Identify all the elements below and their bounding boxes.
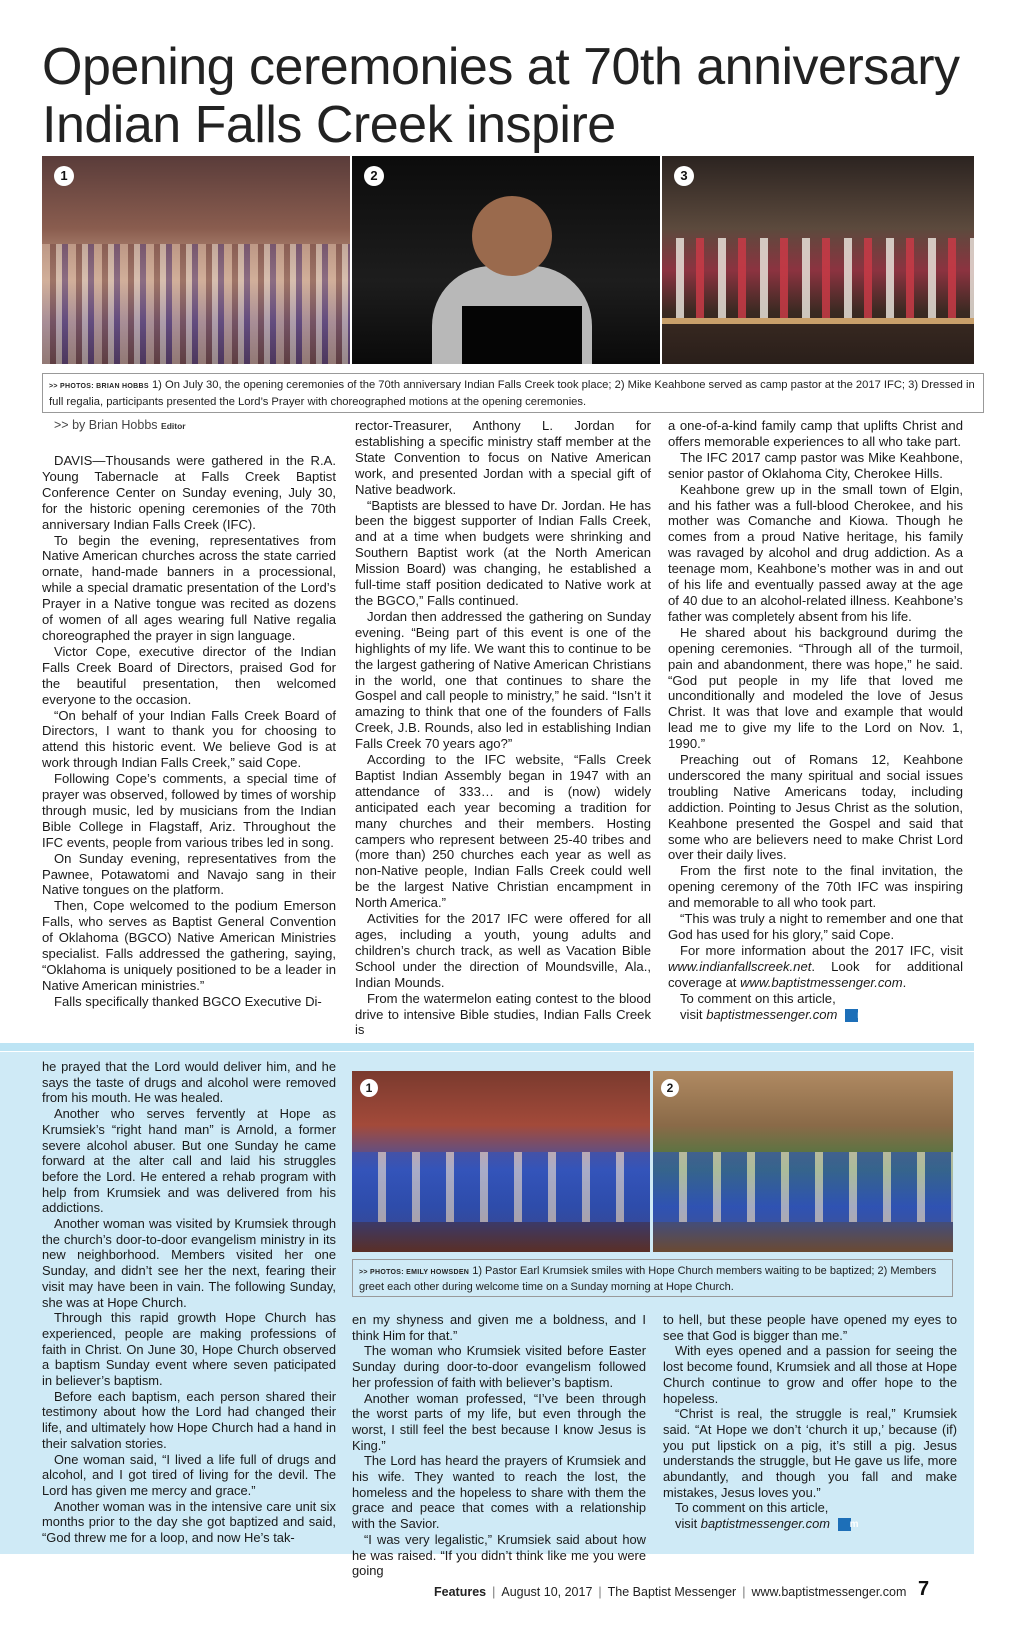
- photo-number-badge: 1: [360, 1079, 378, 1097]
- section-divider: [0, 1043, 974, 1051]
- podium-graphic: [462, 306, 582, 364]
- stage-graphic: [662, 318, 974, 324]
- article-column-2: [355, 418, 651, 1038]
- paragraph: Before each baptism, each person shared their testimony about how the Lord had changed their life, and ultimately how Hope Church had a hand in their salvation stories.: [42, 1388, 336, 1451]
- paragraph: “On behalf of your Indian Falls Creek Board of Directors, I want to thank you for choosing to attend this historic event. We believe God is at work through Indian Falls Creek,” said Cope.: [42, 707, 336, 771]
- headline: [42, 38, 982, 154]
- photo-members-greeting: [653, 1071, 953, 1252]
- byline: [54, 418, 186, 432]
- paragraph: To begin the evening, representatives from Native American churches across the state carried ornate, hand-made banners in a processional, while a special dramatic presentation of the Lord’s Prayer in a Native tongue was recited as dozens of women of all ages wearing full Native regalia choreographed the prayer in sign language.: [42, 532, 336, 643]
- paragraph: Another woman professed, “I’ve been through the worst parts of my life, but even through the worst, I still feel the best because I know Jesus is King.”: [352, 1390, 646, 1453]
- paragraph: he prayed that the Lord would deliver him, and he says the taste of drugs and alcohol were removed from his mouth. He was healed.: [42, 1059, 336, 1106]
- lower-column-1: [42, 1059, 336, 1546]
- article-column-1: [42, 453, 336, 1010]
- members-graphic: [352, 1152, 650, 1222]
- paragraph: a one-of-a-kind family camp that uplifts Christ and offers memorable experiences to all who take part.: [668, 418, 963, 449]
- footer-separator: |: [492, 1585, 496, 1599]
- paragraph: Another woman was in the intensive care unit six months prior to the day she got baptized and said, “God threw me for a loop, and now He’s tak-: [42, 1498, 336, 1546]
- photo-credit: >> PHOTOS: BRIAN HOBBS: [49, 383, 149, 390]
- paragraph: Then, Cope welcomed to the podium Emerson Falls, who serves as Baptist General Convention of Oklahoma (BGCO) Native American Ministries specialist. Falls addressed the gathering, saying, “Oklahoma is uniquely positioned to be a leader in Native American ministries.”: [42, 898, 336, 993]
- more-info-paragraph: [668, 943, 963, 991]
- paragraph: “I was very legalistic,” Krumsiek said about how he was raised. “If you didn’t think like me you were going: [352, 1531, 646, 1579]
- crowd-graphic: [42, 244, 350, 364]
- photo-crowd: [42, 156, 350, 364]
- paragraph: Jordan then addressed the gathering on Sunday evening. “Being part of this event is one of the highlights of my life. We want this to continue to be the largest gathering of Native American Christians in the world, one that continues to share the Gospel and call people to ministry,” he said. “Isn’t it amazing to think that one of the founders of Falls Creek, J.B. Rounds, also led in establishing Indian Falls Creek 70 years ago?”: [355, 608, 651, 752]
- comment-visit-label: visit: [680, 1006, 703, 1022]
- paragraph: Falls specifically thanked BGCO Executive Di-: [54, 993, 322, 1009]
- comment-visit-line: [668, 1007, 963, 1023]
- comment-site-link[interactable]: baptistmessenger.com: [700, 1516, 830, 1532]
- paragraph: From the first note to the final invitation, the opening ceremony of the 70th IFC was inspiring and memorable to all who took part.: [668, 863, 963, 911]
- paragraph: The IFC 2017 camp pastor was Mike Keahbone, senior pastor of Oklahoma City, Cherokee Hills.: [668, 449, 963, 481]
- paragraph: On Sunday evening, representatives from the Pawnee, Potawatomi and Navajo sang in their Native tongues on the platform.: [42, 850, 336, 898]
- paragraph: rector-Treasurer, Anthony L. Jordan for establishing a specific ministry staff member at the State Convention to focus on Native American work, and presented Jordan with a special gift of Native beadwork.: [355, 418, 651, 497]
- paragraph: Keahbone grew up in the small town of Elgin, and his father was a full-blood Cherokee, and his mother was Comanche and Kiowa. Though he comes from a proud Native heritage, his family was ravaged by alcohol and drug addiction. As a teenage mom, Keahbone’s mother was in and out of his life and eventually passed away at the age of 40 due to an alcohol-related illness. Keahbone’s father was completely absent from his life.: [668, 481, 963, 624]
- paragraph: to hell, but these people have opened my eyes to see that God is bigger than me.”: [663, 1312, 957, 1343]
- page-footer: [434, 1585, 906, 1599]
- paragraph: The woman who Krumsiek visited before Easter Sunday during door-to-door evangelism followed her profession of faith with believer’s baptism.: [352, 1343, 646, 1390]
- photo-baptism-group: [352, 1071, 650, 1252]
- paragraph: From the watermelon eating contest to the blood drive to intensive Bible studies, Indian Falls Creek is: [355, 990, 651, 1038]
- photo-stage: [662, 156, 974, 364]
- paragraph: en my shyness and given me a boldness, and I think Him for that.”: [352, 1312, 646, 1343]
- footer-publication: The Baptist Messenger: [607, 1585, 737, 1599]
- footer-separator: |: [598, 1585, 602, 1599]
- page-number: 7: [918, 1578, 930, 1600]
- messenger-logo-icon: m: [845, 1009, 858, 1022]
- comment-visit-line: [663, 1516, 957, 1532]
- paragraph: “Baptists are blessed to have Dr. Jordan. He has been the biggest supporter of Indian Falls Creek, and at a time when budgets were shrinking and Southern Baptist work (at the North American Mission Board) was changing, he established a full-time staff position dedicated to Native work at the BGCO,” Falls continued.: [355, 497, 651, 608]
- headline-line-2: Indian Falls Creek inspire: [42, 96, 616, 154]
- byline-role: Editor: [161, 421, 186, 431]
- speaker-head-graphic: [472, 196, 552, 276]
- performers-graphic: [662, 238, 974, 318]
- photo-number-badge: 3: [674, 166, 694, 186]
- paragraph: Through this rapid growth Hope Church has experienced, people are making professions of faith in Christ. On June 30, Hope Church observed a baptism Sunday event where seven paticipated in believer’s baptism.: [42, 1310, 336, 1389]
- paragraph: The Lord has heard the prayers of Krumsiek and his wife. They wanted to reach the lost, the homeless and the hopeless to share with them the grace and peace that comes with a relationship with the Savior.: [352, 1453, 646, 1532]
- paragraph: Another woman was visited by Krumsiek through the church’s door-to-door evangelism ministry in its new neighborhood. Members visited her one Sunday, and didn’t see her the next, fearing their visit may have been in vain. The following Sunday, she was at Hope Church.: [42, 1216, 336, 1310]
- paragraph: DAVIS—Thousands were gathered in the R.A. Young Tabernacle at Falls Creek Baptist Conference Center on Sunday evening, July 30, for the historic opening ceremonies of the 70th anniversary Indian Falls Creek (IFC).: [42, 453, 336, 532]
- comment-visit-label: visit: [675, 1516, 698, 1532]
- paragraph: He shared about his background durimg the opening ceremonies. “Through all of the turmoil, pain and abandonment, there was hope,” he said. “God put people in my life that loved me unconditionally and modeled the love of Jesus Christ. It was that love and example that would lead me to give my life to the Lord on Nov. 1, 1990.”: [668, 624, 963, 752]
- paragraph: Victor Cope, executive director of the Indian Falls Creek Board of Directors, praised God for the beautiful presentation, then welcomed everyone to the occasion.: [42, 643, 336, 707]
- more-info-mid: . Look for additional coverage at: [668, 958, 963, 990]
- byline-author: >> by Brian Hobbs: [54, 418, 158, 432]
- members-graphic: [653, 1152, 953, 1222]
- messenger-website-link[interactable]: www.baptistmessenger.com: [740, 974, 903, 990]
- footer-website[interactable]: www.baptistmessenger.com: [751, 1585, 907, 1599]
- paragraph: According to the IFC website, “Falls Creek Baptist Indian Assembly began in 1947 with an attendance of 333… and is (now) widely anticipated each year becoming a tradition for many churches and their members. Hosting campers who represent between 25-40 tribes and (more than) 250 churches each year as well as non-Native people, Indian Falls Creek could well be the largest Native Christian encampment in North America.”: [355, 752, 651, 911]
- paragraph: Activities for the 2017 IFC were offered for all ages, including a youth, young adults and children’s church track, as well as Vacation Bible School under the direction of Moundsville, Ala., Indian Mounds.: [355, 911, 651, 990]
- headline-line-1: Opening ceremonies at 70th anniversary: [42, 38, 960, 96]
- footer-section: Features: [434, 1585, 487, 1599]
- comment-line: To comment on this article,: [680, 990, 836, 1006]
- footer-date: August 10, 2017: [501, 1585, 593, 1599]
- photo-number-badge: 2: [661, 1079, 679, 1097]
- comment-line: To comment on this article,: [675, 1500, 829, 1516]
- lower-photo-caption: [352, 1259, 953, 1297]
- lower-column-2: [352, 1312, 646, 1579]
- footer-separator: |: [742, 1585, 746, 1599]
- photo-number-badge: 2: [364, 166, 384, 186]
- paragraph: Another who serves fervently at Hope as Krumsiek’s “right hand man” is Arnold, a former severe alcohol abuser. But one Sunday he came forward at the alter call and laid his struggles before the Lord. He entered a rehab program with help from Krumsiek and was delivered from his addictions.: [42, 1106, 336, 1216]
- ifc-website-link[interactable]: www.indianfallscreek.net: [668, 958, 812, 974]
- paragraph: Following Cope’s comments, a special time of prayer was observed, followed by times of worship through music, led by musicians from the Indian Bible College in Flagstaff, Ariz. Throughout the IFC events, people from various tribes led in song.: [42, 771, 336, 850]
- paragraph: “Christ is real, the struggle is real,” Krumsiek said. “At Hope we don’t ‘church it up,’ because (if) you put lipstick on a pig, it’s still a pig. Jesus understands the struggle, but He gave us life, more abundantly, and though you fall and make mistakes, Jesus loves you.”: [663, 1406, 957, 1500]
- paragraph: Preaching out of Romans 12, Keahbone underscored the many spiritual and social issues troubling Native Americans today, including addiction. Pointing to Jesus Christ as the solution, Keahbone presented the Gospel and said that some who are believers need to make Christ Lord over their daily lives.: [668, 752, 963, 863]
- photo-credit: >> PHOTOS: EMILY HOWSDEN: [359, 1269, 470, 1276]
- article-column-3: [668, 418, 963, 1022]
- caption-text: 1) Pastor Earl Krumsiek smiles with Hope Church members waiting to be baptized; 2) Members greet each other during welcome time on a Sunday morning at Hope Church.: [359, 1265, 937, 1293]
- caption-text: 1) On July 30, the opening ceremonies of the 70th anniversary Indian Falls Creek took place; 2) Mike Keahbone served as camp pastor at the 2017 IFC; 3) Dressed in full regalia, participants presented the Lord’s Prayer with choreographed motions at the opening ceremonies.: [49, 379, 975, 408]
- paragraph: “This was truly a night to remember and one that God has used for his glory,” said Cope.: [668, 911, 963, 942]
- lower-column-3: [663, 1312, 957, 1532]
- photo-number-badge: 1: [54, 166, 74, 186]
- comment-site-link[interactable]: baptistmessenger.com: [706, 1006, 838, 1022]
- paragraph: With eyes opened and a passion for seeing the lost become found, Krumsiek and all those at Hope Church continue to grow and offer hope to the hopeless.: [663, 1343, 957, 1406]
- more-info-prefix: For more information about the 2017 IFC, visit: [680, 942, 963, 958]
- paragraph: One woman said, “I lived a life full of drugs and alcohol, and I got tired of living for the devil. The Lord has given me mercy and grace.”: [42, 1451, 336, 1498]
- photo-speaker: [352, 156, 660, 364]
- more-info-end: .: [902, 974, 907, 990]
- photo-caption: [42, 373, 984, 413]
- messenger-logo-icon: m: [838, 1518, 851, 1531]
